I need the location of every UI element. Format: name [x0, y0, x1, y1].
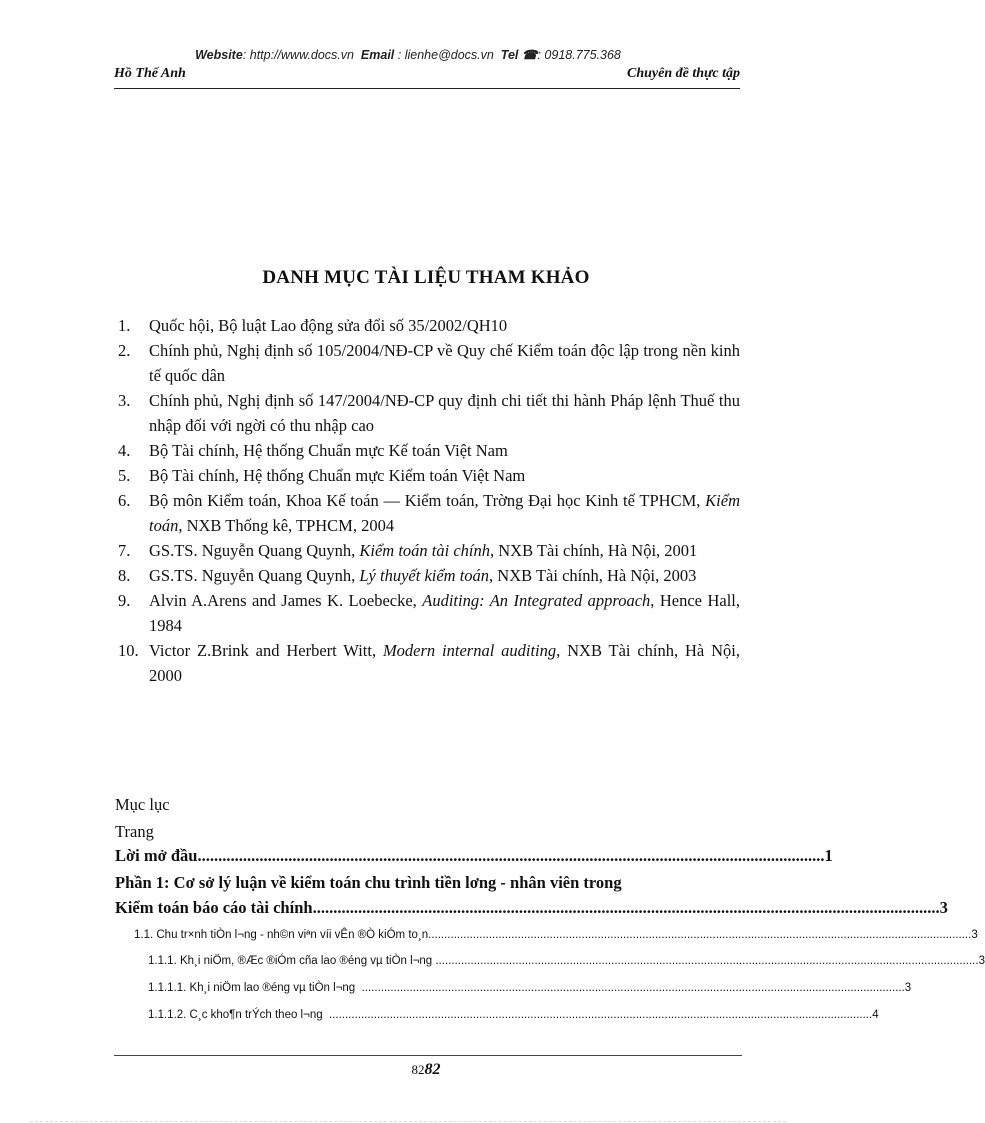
toc-entry-part1[interactable]: Phần 1: Cơ sở lý luận về kiểm toán chu trình tiền lơng - nhân viên trong — [115, 873, 622, 892]
reference-item: 5. Bộ Tài chính, Hệ thống Chuẩn mực Kiểm toán Việt Nam — [118, 466, 526, 485]
site-contact-line — [0, 47, 816, 62]
page-number-small: 82 — [411, 1062, 425, 1077]
document-type: Chuyên đề thực tập — [626, 66, 740, 81]
toc-entry-sub[interactable]: 1.1.1.2. C¸c kho¶n trÝch theo l¬ng .......................................................................................................................................................................... 4 — [148, 1009, 879, 1021]
running-header — [114, 66, 740, 89]
toc-entry-sub[interactable]: 1.1. Chu tr×nh tiÒn l¬ng - nh©n viªn víi vÊn ®Ò kiÓm to¸n .......................................................................................................................................................................... 3 — [134, 929, 978, 941]
page-title: DANH MỤC TÀI LIỆU THAM KHẢO — [262, 267, 590, 288]
reference-item: 9. Alvin A.Arens and James K. Loebecke, Auditing: An Integrated approach, Hence Hall, 1984 — [118, 591, 740, 635]
reference-list — [114, 313, 740, 688]
toc-heading: Mục lục — [115, 795, 170, 814]
page-number — [0, 1061, 852, 1079]
toc-entry-sub[interactable]: 1.1.1.1. Kh¸i niÖm lao ®éng vµ tiÒn l¬ng .......................................................................................................................................................................... 3 — [148, 982, 912, 994]
toc-entry-sub[interactable]: 1.1.1. Kh¸i niÖm, ®Æc ®iÓm cña lao ®éng vµ tiÒn l¬ng .......................................................................................................................................................................... 3 — [148, 955, 985, 967]
website-label: Website — [195, 48, 243, 62]
toc-entry-intro[interactable]: Lời mở đầu ........................................................................................................................................................ 1 — [115, 846, 833, 865]
phone-icon: ☎ — [521, 48, 538, 62]
toc-entry-part1-cont[interactable]: Kiểm toán báo cáo tài chính ........................................................................................................................................................ 3 — [115, 898, 948, 917]
tel-label: Tel — [500, 48, 519, 62]
toc-page-column: Trang — [115, 822, 154, 841]
tel-value: : 0918.775.368 — [537, 48, 621, 62]
page-bottom-divider — [30, 1121, 786, 1122]
page-number-large: 82 — [424, 1061, 441, 1078]
reference-item: 6. Bộ môn Kiểm toán, Khoa Kế toán — Kiểm toán, Trờng Đại học Kinh tế TPHCM, Kiểm toán, NXB Thống kê, TPHCM, 2004 — [118, 491, 740, 535]
footer-rule — [114, 1055, 742, 1056]
email-label: Email — [360, 48, 395, 62]
reference-item: 10. Victor Z.Brink and Herbert Witt, Modern internal auditing, NXB Tài chính, Hà Nội, 2000 — [118, 641, 740, 685]
email-value: : lienhe@docs.vn — [397, 48, 494, 62]
reference-item: 7. GS.TS. Nguyễn Quang Quynh, Kiểm toán tài chính, NXB Tài chính, Hà Nội, 2001 — [118, 541, 698, 560]
reference-item: 3. Chính phủ, Nghị định số 147/2004/NĐ-CP quy định chi tiết thi hành Pháp lệnh Thuế thu nhập đối với ngời có thu nhập cao — [118, 391, 740, 435]
reference-item: 1. Quốc hội, Bộ luật Lao động sửa đổi số 35/2002/QH10 — [118, 316, 508, 335]
reference-item: 8. GS.TS. Nguyễn Quang Quynh, Lý thuyết kiểm toán, NXB Tài chính, Hà Nội, 2003 — [118, 566, 697, 585]
reference-item: 2. Chính phủ, Nghị định số 105/2004/NĐ-CP về Quy chế Kiểm toán độc lập trong nền kinh tế quốc dân — [118, 341, 740, 385]
reference-item: 4. Bộ Tài chính, Hệ thống Chuẩn mực Kế toán Việt Nam — [118, 441, 508, 460]
author-name: Hồ Thế Anh — [114, 66, 186, 81]
website-value: : http://www.docs.vn — [242, 48, 354, 62]
